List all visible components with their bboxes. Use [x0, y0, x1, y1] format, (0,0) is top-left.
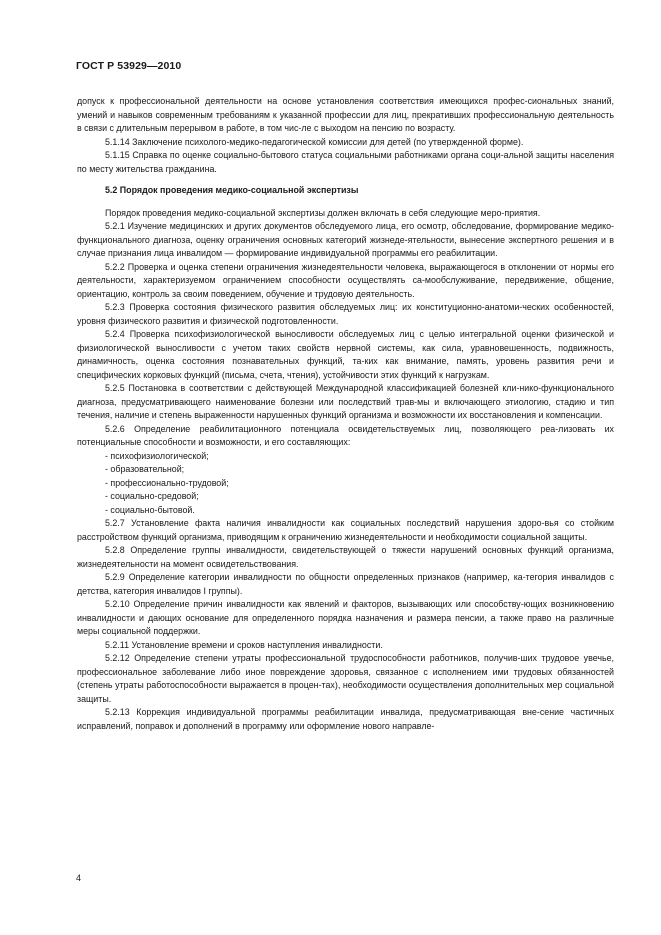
paragraph: 5.2.13 Коррекция индивидуальной программы реабилитации инвалида, предусматривающая вне-сение частичных исправлений, поправок и дополнений в программу или оформление нового направле- — [77, 707, 614, 731]
document-header: ГОСТ Р 53929—2010 — [76, 60, 182, 72]
section-title: 5.2 Порядок проведения медико-социальной экспертизы — [105, 185, 359, 195]
paragraph: 5.2.5 Постановка в соответствии с действующей Международной классификацией болезней кли-нико-функционального диагноза, предусматривающего наименование болезни или последствий трав-мы и включающего этиологию, стадию и тип течения, наличие и степень выраженности нарушенных функций организма и возможности их восстановления и компенсации. — [77, 383, 614, 420]
list-item: - социально-бытовой. — [105, 504, 195, 515]
paragraph: 5.2.2 Проверка и оценка степени ограничения жизнедеятельности человека, выражающегося в отклонении от нормы его деятельности, характеризуемом ограничением способности осуществлять са-мообслуживание, передвижение, общение, ориентацию, контроль за своим поведением, обучение и трудовую деятельность. — [77, 261, 614, 299]
paragraph: 5.2.11 Установление времени и сроков наступления инвалидности. — [105, 639, 383, 650]
paragraph: 5.2.10 Определение причин инвалидности как явлений и факторов, вызывающих или способству-ющих возникновению инвалидности и дающих основание для определенного порядка назначения и размера пенсии, а также право на различные меры социальной поддержки. — [77, 599, 614, 636]
paragraph: допуск к профессиональной деятельности на основе установления соответствия имеющихся профес-сиональных знаний, умений и навыков современным требованиям к указанной профессии для лиц, прекративших профессиональную деятельность в связи с длительным перерывом в работе, в том чис-ле с выходом на пенсию по возрасту. — [77, 96, 614, 133]
list-item: - социально-средовой; — [105, 491, 199, 501]
paragraph: 5.2.3 Проверка состояния физического развития обследуемых лиц: их конституционно-анатоми-ческих особенностей, уровня физического развития и физической подготовленности. — [77, 302, 614, 326]
paragraph: Порядок проведения медико-социальной экспертизы должен включать в себя следующие меро-приятия. — [105, 207, 541, 218]
paragraph: 5.2.9 Определение категории инвалидности по общности определенных признаков (например, ка-тегория инвалидов с детства, категория инвалидов I группы). — [77, 572, 614, 596]
paragraph: 5.2.12 Определение степени утраты профессиональной трудоспособности работников, получив-ших трудовое увечье, профессиональное заболевание либо иное повреждение здоровья, связанное с исполнением ими трудовых обязанностей (степень утраты работоспособности выражается в процен-тах), необходимости осуществления дополнительных мер социальной защиты. — [77, 653, 614, 704]
list-item: - профессионально-трудовой; — [105, 477, 229, 488]
list-item: - психофизиологической; — [105, 450, 209, 461]
paragraph: 5.1.14 Заключение психолого-медико-педагогической комиссии для детей (по утвержденной форме). — [105, 136, 524, 147]
list-item: - образовательной; — [105, 464, 185, 474]
document-body — [77, 95, 614, 733]
paragraph: 5.2.8 Определение группы инвалидности, свидетельствующей о тяжести нарушений основных функций организма, жизнедеятельности на момент освидетельствования. — [77, 545, 614, 569]
paragraph: 5.2.4 Проверка психофизиологической выносливости обследуемых лиц с целью интегральной оценки физической и физиологической выносливости с учетом таких свойств нервной системы, как сила, уравновешенность, подвижность, динамичность, оценка состояния познавательных функций, та-ких как внимание, память, уровень развития речи и специфических корковых функций (письма, счета, чтения), устойчивости этих функций к нагрузкам. — [77, 329, 614, 380]
paragraph: 5.2.1 Изучение медицинских и других документов обследуемого лица, его осмотр, обследование, формирование медико-функционального диагноза, оценку ограничения основных категорий жизнеде-ятельности, вынесение экспертного решения и в случае признания лица инвалидом — формирование индивидуальной программы его реабилитации. — [77, 221, 614, 258]
page-number: 4 — [76, 873, 82, 883]
paragraph: 5.2.6 Определение реабилитационного потенциала освидетельствуемых лиц, позволяющего реа-лизовать их потенциальные способности и возможности, и его составляющих: — [77, 423, 614, 447]
paragraph: 5.2.7 Установление факта наличия инвалидности как социальных последствий нарушения здоро-вья со стойким расстройством функций организма, приводящим к ограничению жизнедеятельности и необходимости социальной защиты. — [77, 518, 614, 542]
paragraph: 5.1.15 Справка по оценке социально-бытового статуса социальными работниками органа соци-альной защиты населения по месту жительства гражданина. — [77, 150, 614, 174]
